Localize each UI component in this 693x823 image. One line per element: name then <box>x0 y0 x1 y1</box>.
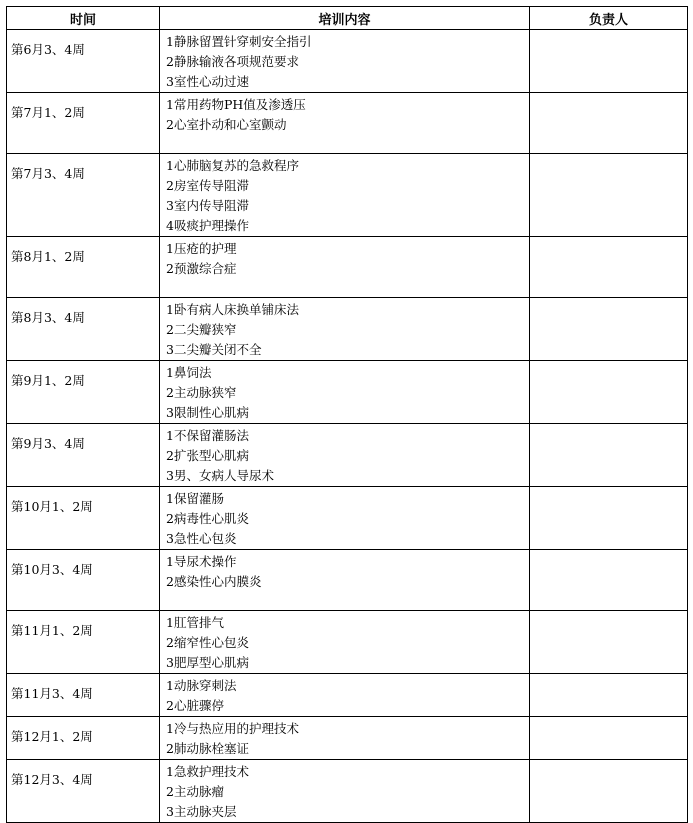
content-item: 1压疮的护理 <box>166 241 237 256</box>
training-schedule-table <box>6 6 688 823</box>
content-item: 2感染性心内膜炎 <box>166 574 262 589</box>
table-row <box>7 298 688 361</box>
cell-content <box>160 237 530 298</box>
content-item: 2主动脉狭窄 <box>166 385 237 400</box>
content-item: 2预激综合症 <box>166 261 237 276</box>
content-item: 3急性心包炎 <box>166 531 237 546</box>
cell-owner <box>530 760 688 823</box>
content-item: 2房室传导阻滞 <box>166 178 249 193</box>
content-item: 3主动脉夹层 <box>166 804 237 819</box>
cell-time: 第9月3、4周 <box>7 424 160 487</box>
table-row <box>7 237 688 298</box>
cell-content <box>160 760 530 823</box>
cell-owner <box>530 298 688 361</box>
cell-owner <box>530 237 688 298</box>
table-row <box>7 550 688 611</box>
cell-content <box>160 674 530 717</box>
table-row <box>7 154 688 237</box>
content-item: 4吸痰护理操作 <box>166 218 249 233</box>
content-item: 2心室扑动和心室颤动 <box>166 117 287 132</box>
cell-time: 第10月1、2周 <box>7 487 160 550</box>
cell-owner <box>530 550 688 611</box>
table-header-row <box>7 7 688 30</box>
content-item: 1保留灌肠 <box>166 491 224 506</box>
content-item: 1静脉留置针穿刺安全指引 <box>166 34 312 49</box>
cell-content <box>160 30 530 93</box>
cell-owner <box>530 154 688 237</box>
cell-content <box>160 93 530 154</box>
cell-owner <box>530 611 688 674</box>
content-item: 1不保留灌肠法 <box>166 428 249 443</box>
content-item: 1导尿术操作 <box>166 554 237 569</box>
cell-content <box>160 611 530 674</box>
cell-time: 第12月3、4周 <box>7 760 160 823</box>
content-item: 2心脏骤停 <box>166 698 224 713</box>
content-item: 3肥厚型心肌病 <box>166 655 249 670</box>
table-row <box>7 361 688 424</box>
cell-time: 第10月3、4周 <box>7 550 160 611</box>
content-item: 2二尖瓣狭窄 <box>166 322 237 337</box>
table-row <box>7 611 688 674</box>
content-item: 1冷与热应用的护理技术 <box>166 721 299 736</box>
cell-time: 第9月1、2周 <box>7 361 160 424</box>
table-row <box>7 674 688 717</box>
content-item: 2静脉输液各项规范要求 <box>166 54 299 69</box>
content-item: 1常用药物PH值及渗透压 <box>166 97 306 112</box>
cell-time: 第11月1、2周 <box>7 611 160 674</box>
header-time: 时间 <box>7 7 160 30</box>
table-row <box>7 760 688 823</box>
cell-owner <box>530 487 688 550</box>
content-item: 3二尖瓣关闭不全 <box>166 342 262 357</box>
cell-owner <box>530 361 688 424</box>
cell-time: 第8月1、2周 <box>7 237 160 298</box>
content-item: 1卧有病人床换单铺床法 <box>166 302 299 317</box>
cell-owner <box>530 717 688 760</box>
content-item: 3限制性心肌病 <box>166 405 249 420</box>
cell-owner <box>530 674 688 717</box>
header-content: 培训内容 <box>160 7 530 30</box>
cell-owner <box>530 93 688 154</box>
cell-time: 第6月3、4周 <box>7 30 160 93</box>
content-item: 2病毒性心肌炎 <box>166 511 249 526</box>
header-owner: 负责人 <box>530 7 688 30</box>
content-item: 3男、女病人导尿术 <box>166 468 274 483</box>
cell-content <box>160 717 530 760</box>
table-row <box>7 424 688 487</box>
cell-owner <box>530 30 688 93</box>
cell-content <box>160 487 530 550</box>
content-item: 3室内传导阻滞 <box>166 198 249 213</box>
content-item: 1动脉穿刺法 <box>166 678 237 693</box>
cell-time: 第7月1、2周 <box>7 93 160 154</box>
cell-owner <box>530 424 688 487</box>
content-item: 1肛管排气 <box>166 615 224 630</box>
cell-content <box>160 361 530 424</box>
table-row <box>7 93 688 154</box>
content-item: 1急救护理技术 <box>166 764 249 779</box>
content-item: 2缩窄性心包炎 <box>166 635 249 650</box>
table-row <box>7 487 688 550</box>
cell-content <box>160 424 530 487</box>
content-item: 2肺动脉栓塞证 <box>166 741 249 756</box>
cell-time: 第7月3、4周 <box>7 154 160 237</box>
cell-time: 第11月3、4周 <box>7 674 160 717</box>
content-item: 2扩张型心肌病 <box>166 448 249 463</box>
cell-content <box>160 154 530 237</box>
content-item: 1心肺脑复苏的急救程序 <box>166 158 299 173</box>
content-item: 3室性心动过速 <box>166 74 249 89</box>
table-row <box>7 717 688 760</box>
content-item: 1鼻饲法 <box>166 365 212 380</box>
content-item: 2主动脉瘤 <box>166 784 224 799</box>
cell-time: 第12月1、2周 <box>7 717 160 760</box>
cell-content <box>160 298 530 361</box>
table-row <box>7 30 688 93</box>
cell-time: 第8月3、4周 <box>7 298 160 361</box>
cell-content <box>160 550 530 611</box>
